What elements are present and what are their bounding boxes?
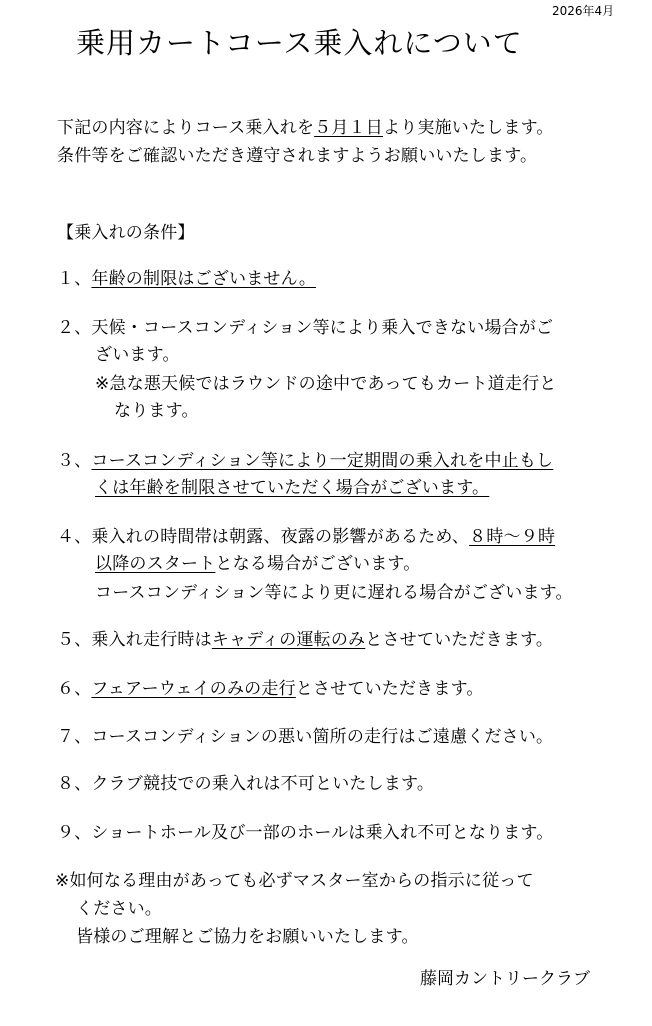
item-text: となる場合がございます。 (215, 554, 421, 574)
condition-item-2-cont: ざいます。 (95, 345, 180, 365)
condition-item-4-cont (95, 553, 420, 575)
item-number: ７、 (57, 727, 92, 747)
footer-note-line-3: 皆様のご理解とご協力をお願いいたします。 (76, 927, 419, 947)
fairway-only: フェアーウェイのみの走行 (91, 679, 296, 699)
start-time: ８時～９時 (469, 527, 556, 547)
condition-item-7 (57, 726, 553, 748)
item-number: ６、 (57, 679, 92, 699)
start-date: ５月１日 (314, 118, 383, 138)
condition-item-9 (57, 822, 553, 844)
item-number: ３、 (57, 451, 92, 471)
intro-line-1 (57, 117, 554, 139)
item-text: くは年齢を制限させていただく場合がございます。 (95, 478, 490, 498)
item-number: ２、 (57, 318, 92, 338)
item-number: ５、 (57, 630, 92, 650)
condition-item-4 (57, 526, 555, 548)
intro-text-b: より実施いたします。 (382, 118, 554, 138)
item-text: 天候・コースコンディション等により乗入できない場合がご (91, 318, 554, 338)
condition-item-2 (57, 317, 553, 339)
condition-item-5 (57, 629, 553, 651)
intro-line-2: 条件等をご確認いただき遵守されますようお願いいたします。 (57, 146, 538, 166)
condition-item-8 (57, 773, 434, 795)
club-signature: 藤岡カントリークラブ (420, 969, 590, 989)
condition-item-3 (57, 450, 553, 472)
item-number: ８、 (57, 774, 92, 794)
condition-item-4-note: コースコンディション等により更に遅れる場合がございます。 (95, 583, 573, 603)
condition-item-2-note-cont: なります。 (114, 401, 199, 421)
footer-note-line-2: ください。 (76, 899, 162, 919)
issue-date: 2026年4月 (552, 4, 615, 18)
item-text: コースコンディション等により一定期間の乗入れを中止もし (91, 451, 554, 471)
page-title: 乗用カートコース乗入れについて (76, 26, 523, 60)
item-text: とさせていただきます。 (295, 679, 484, 699)
intro-text-a: 下記の内容によりコース乗入れを (57, 118, 315, 138)
item-text: 乗入れの時間帯は朝露、夜露の影響があるため、 (91, 527, 470, 547)
item-text: クラブ競技での乗入れは不可といたします。 (91, 774, 435, 794)
condition-item-6 (57, 678, 484, 700)
item-number: ９、 (57, 823, 92, 843)
condition-item-3-cont (95, 477, 489, 499)
condition-item-1 (57, 268, 316, 290)
footer-note-line-1: ※如何なる理由があっても必ずマスター室からの指示に従って (55, 871, 534, 891)
caddie-only: キャディの運転のみ (211, 630, 366, 650)
item-text: ショートホール及び一部のホールは乗入れ不可となります。 (91, 823, 554, 843)
condition-item-2-note: ※急な悪天候ではラウンドの途中であってもカート道走行と (95, 374, 557, 394)
item-number: １、 (57, 269, 92, 289)
start-time-cont: 以降のスタート (95, 554, 216, 574)
item-text: 乗入れ走行時は (91, 630, 212, 650)
item-text: コースコンディションの悪い箇所の走行はご遠慮ください。 (91, 727, 554, 747)
section-heading: 【乗入れの条件】 (57, 223, 195, 243)
item-number: ４、 (57, 527, 92, 547)
item-text: とさせていただきます。 (365, 630, 554, 650)
item-text: 年齢の制限はございません。 (91, 269, 317, 289)
